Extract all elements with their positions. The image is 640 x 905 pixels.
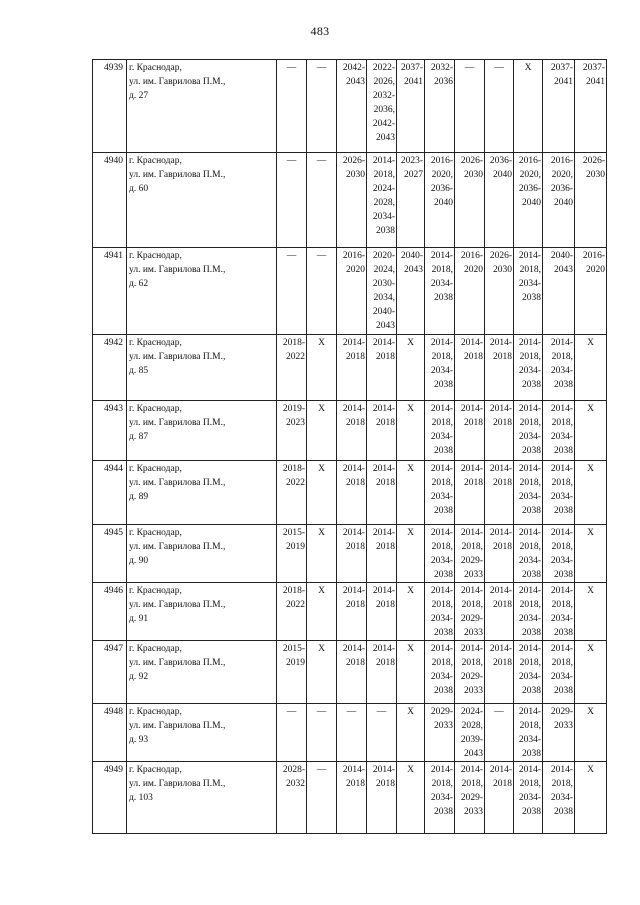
period-cell: — <box>277 153 307 248</box>
period-cell: — <box>485 704 514 762</box>
period-cell: 2040- 2043 <box>397 248 425 335</box>
period-cell: 2015- 2019 <box>277 641 307 704</box>
address-cell <box>127 335 277 401</box>
period-cell: 2014- 2018, 2034- 2038 <box>425 401 455 461</box>
period-cell: 2042- 2043 <box>337 60 367 153</box>
address-line: ул. им. Гаврилова П.М., <box>129 600 226 610</box>
period-cell: 2014- 2018, 2034- 2038 <box>543 461 575 525</box>
table-row <box>93 525 607 583</box>
period-cell: 2014- 2018, 2034- 2038 <box>514 525 543 583</box>
period-cell: X <box>397 704 425 762</box>
period-cell: 2015- 2019 <box>277 525 307 583</box>
period-cell: 2014- 2018, 2034- 2038 <box>543 583 575 641</box>
period-cell: X <box>575 641 607 704</box>
period-cell: 2023- 2027 <box>397 153 425 248</box>
period-cell: 2014- 2018 <box>337 583 367 641</box>
period-cell: 2014- 2018, 2034- 2038 <box>514 641 543 704</box>
address-cell <box>127 762 277 834</box>
period-cell: 2014- 2018 <box>485 583 514 641</box>
address-cell <box>127 401 277 461</box>
period-cell: 2014- 2018 <box>485 525 514 583</box>
period-cell: 2026- 2030 <box>455 153 485 248</box>
period-cell: X <box>575 583 607 641</box>
table-row <box>93 401 607 461</box>
address-line: г. Краснодар, <box>129 707 182 717</box>
address-line: д. 60 <box>129 184 149 194</box>
period-cell: 2028- 2032 <box>277 762 307 834</box>
period-cell: 2016- 2020 <box>337 248 367 335</box>
address-line: г. Краснодар, <box>129 251 182 261</box>
period-cell: — <box>307 153 337 248</box>
period-cell: X <box>307 401 337 461</box>
period-cell: — <box>455 60 485 153</box>
table-row <box>93 762 607 834</box>
address-cell <box>127 60 277 153</box>
period-cell: 2037- 2041 <box>575 60 607 153</box>
address-line: д. 27 <box>129 91 149 101</box>
period-cell: 2016- 2020 <box>575 248 607 335</box>
address-cell <box>127 641 277 704</box>
period-cell: 2026- 2030 <box>485 248 514 335</box>
address-cell <box>127 248 277 335</box>
period-cell: X <box>307 461 337 525</box>
address-line: д. 90 <box>129 556 149 566</box>
period-cell: 2014- 2018, 2034- 2038 <box>514 248 543 335</box>
period-cell: 2024- 2028, 2039- 2043 <box>455 704 485 762</box>
period-cell: 2018- 2022 <box>277 461 307 525</box>
table-row <box>93 461 607 525</box>
address-line: г. Краснодар, <box>129 338 182 348</box>
period-cell: 2014- 2018 <box>485 461 514 525</box>
address-cell <box>127 461 277 525</box>
address-line: г. Краснодар, <box>129 586 182 596</box>
period-cell: 2014- 2018, 2034- 2038 <box>514 583 543 641</box>
period-cell: X <box>397 335 425 401</box>
row-number-cell: 4947 <box>93 641 127 704</box>
row-number-cell: 4945 <box>93 525 127 583</box>
period-cell: 2014- 2018, 2034- 2038 <box>514 704 543 762</box>
row-number-cell: 4949 <box>93 762 127 834</box>
row-number-cell: 4941 <box>93 248 127 335</box>
period-cell: X <box>397 762 425 834</box>
period-cell: 2014- 2018 <box>337 525 367 583</box>
address-line: ул. им. Гаврилова П.М., <box>129 478 226 488</box>
address-line: г. Краснодар, <box>129 464 182 474</box>
period-cell: X <box>397 401 425 461</box>
period-cell: 2019- 2023 <box>277 401 307 461</box>
period-cell: 2018- 2022 <box>277 583 307 641</box>
address-cell <box>127 704 277 762</box>
period-cell: 2014- 2018, 2034- 2038 <box>543 335 575 401</box>
period-cell: 2026- 2030 <box>337 153 367 248</box>
period-cell: 2029- 2033 <box>543 704 575 762</box>
period-cell: 2014- 2018, 2034- 2038 <box>514 401 543 461</box>
period-cell: — <box>277 704 307 762</box>
address-cell <box>127 583 277 641</box>
period-cell: 2016- 2020, 2036- 2040 <box>425 153 455 248</box>
period-cell: 2014- 2018 <box>367 461 397 525</box>
period-cell: 2014- 2018 <box>455 401 485 461</box>
period-cell: 2014- 2018 <box>485 335 514 401</box>
period-cell: 2014- 2018 <box>337 461 367 525</box>
period-cell: 2014- 2018 <box>485 641 514 704</box>
period-cell: X <box>397 461 425 525</box>
period-cell: 2014- 2018 <box>367 401 397 461</box>
period-cell: X <box>307 335 337 401</box>
period-cell: 2014- 2018, 2034- 2038 <box>425 461 455 525</box>
address-line: д. 103 <box>129 793 153 803</box>
table-row <box>93 153 607 248</box>
period-cell: 2040- 2043 <box>543 248 575 335</box>
period-cell: X <box>307 525 337 583</box>
period-cell: X <box>575 401 607 461</box>
period-cell: X <box>397 525 425 583</box>
period-cell: — <box>277 60 307 153</box>
period-cell: X <box>397 583 425 641</box>
address-line: д. 85 <box>129 366 149 376</box>
period-cell: — <box>485 60 514 153</box>
period-cell: X <box>575 525 607 583</box>
period-cell: 2014- 2018, 2034- 2038 <box>543 401 575 461</box>
row-number-cell: 4944 <box>93 461 127 525</box>
period-cell: — <box>307 704 337 762</box>
address-line: ул. им. Гаврилова П.М., <box>129 418 226 428</box>
period-cell: — <box>307 60 337 153</box>
period-cell: X <box>575 335 607 401</box>
period-cell: 2014- 2018, 2034- 2038 <box>543 641 575 704</box>
period-cell: 2014- 2018 <box>367 762 397 834</box>
period-cell: 2014- 2018 <box>337 401 367 461</box>
period-cell: 2016- 2020, 2036- 2040 <box>514 153 543 248</box>
period-cell: X <box>514 60 543 153</box>
address-line: ул. им. Гаврилова П.М., <box>129 265 226 275</box>
address-line: д. 93 <box>129 735 149 745</box>
period-cell: 2014- 2018, 2029- 2033 <box>455 583 485 641</box>
period-cell: X <box>575 704 607 762</box>
period-cell: — <box>277 248 307 335</box>
address-line: г. Краснодар, <box>129 156 182 166</box>
page-number: 483 <box>310 24 330 38</box>
period-cell: 2014- 2018 <box>337 641 367 704</box>
period-cell: 2014- 2018 <box>367 641 397 704</box>
period-cell: — <box>307 762 337 834</box>
period-cell: 2014- 2018 <box>337 335 367 401</box>
period-cell: 2037- 2041 <box>543 60 575 153</box>
address-line: д. 87 <box>129 432 149 442</box>
row-number-cell: 4939 <box>93 60 127 153</box>
period-cell: 2014- 2018, 2029- 2033 <box>455 525 485 583</box>
address-line: ул. им. Гаврилова П.М., <box>129 542 226 552</box>
table-row <box>93 60 607 153</box>
table-row <box>93 641 607 704</box>
period-cell: X <box>397 641 425 704</box>
period-cell: 2022- 2026, 2032- 2036, 2042- 2043 <box>367 60 397 153</box>
period-cell: 2020- 2024, 2030- 2034, 2040- 2043 <box>367 248 397 335</box>
address-line: д. 62 <box>129 279 149 289</box>
period-cell: 2014- 2018, 2034- 2038 <box>425 583 455 641</box>
period-cell: 2014- 2018, 2029- 2033 <box>455 641 485 704</box>
period-cell: X <box>307 641 337 704</box>
period-cell: 2014- 2018, 2034- 2038 <box>425 641 455 704</box>
period-cell: 2029- 2033 <box>425 704 455 762</box>
address-line: д. 91 <box>129 614 149 624</box>
period-cell: 2014- 2018, 2034- 2038 <box>425 248 455 335</box>
period-cell: — <box>367 704 397 762</box>
table-row <box>93 248 607 335</box>
period-cell: 2016- 2020, 2036- 2040 <box>543 153 575 248</box>
address-cell <box>127 153 277 248</box>
address-line: ул. им. Гаврилова П.М., <box>129 77 226 87</box>
address-line: г. Краснодар, <box>129 765 182 775</box>
period-cell: 2026- 2030 <box>575 153 607 248</box>
address-cell <box>127 525 277 583</box>
period-cell: 2014- 2018 <box>337 762 367 834</box>
period-cell: 2014- 2018, 2034- 2038 <box>425 525 455 583</box>
address-line: ул. им. Гаврилова П.М., <box>129 779 226 789</box>
address-line: д. 92 <box>129 672 149 682</box>
period-cell: 2036- 2040 <box>485 153 514 248</box>
address-line: г. Краснодар, <box>129 644 182 654</box>
table-row <box>93 583 607 641</box>
address-line: д. 89 <box>129 492 149 502</box>
period-cell: 2014- 2018 <box>485 401 514 461</box>
table-row <box>93 704 607 762</box>
period-cell: — <box>337 704 367 762</box>
period-cell: — <box>307 248 337 335</box>
schedule-table <box>92 59 607 834</box>
row-number-cell: 4943 <box>93 401 127 461</box>
period-cell: X <box>575 762 607 834</box>
address-line: ул. им. Гаврилова П.М., <box>129 721 226 731</box>
period-cell: 2014- 2018, 2024- 2028, 2034- 2038 <box>367 153 397 248</box>
period-cell: 2014- 2018, 2029- 2033 <box>455 762 485 834</box>
address-line: ул. им. Гаврилова П.М., <box>129 170 226 180</box>
row-number-cell: 4948 <box>93 704 127 762</box>
period-cell: 2014- 2018 <box>485 762 514 834</box>
period-cell: 2014- 2018, 2034- 2038 <box>514 762 543 834</box>
address-line: г. Краснодар, <box>129 528 182 538</box>
address-line: г. Краснодар, <box>129 63 182 73</box>
period-cell: 2014- 2018, 2034- 2038 <box>425 335 455 401</box>
row-number-cell: 4942 <box>93 335 127 401</box>
row-number-cell: 4946 <box>93 583 127 641</box>
period-cell: 2014- 2018, 2034- 2038 <box>543 525 575 583</box>
period-cell: 2014- 2018, 2034- 2038 <box>514 461 543 525</box>
period-cell: 2014- 2018 <box>455 461 485 525</box>
address-line: ул. им. Гаврилова П.М., <box>129 352 226 362</box>
period-cell: X <box>575 461 607 525</box>
period-cell: 2018- 2022 <box>277 335 307 401</box>
address-line: ул. им. Гаврилова П.М., <box>129 658 226 668</box>
period-cell: 2014- 2018 <box>367 525 397 583</box>
period-cell: X <box>307 583 337 641</box>
period-cell: 2014- 2018, 2034- 2038 <box>543 762 575 834</box>
period-cell: 2014- 2018, 2034- 2038 <box>425 762 455 834</box>
address-line: г. Краснодар, <box>129 404 182 414</box>
table-row <box>93 335 607 401</box>
period-cell: 2014- 2018 <box>367 583 397 641</box>
period-cell: 2037- 2041 <box>397 60 425 153</box>
period-cell: 2014- 2018 <box>455 335 485 401</box>
row-number-cell: 4940 <box>93 153 127 248</box>
period-cell: 2014- 2018, 2034- 2038 <box>514 335 543 401</box>
period-cell: 2016- 2020 <box>455 248 485 335</box>
period-cell: 2032- 2036 <box>425 60 455 153</box>
period-cell: 2014- 2018 <box>367 335 397 401</box>
